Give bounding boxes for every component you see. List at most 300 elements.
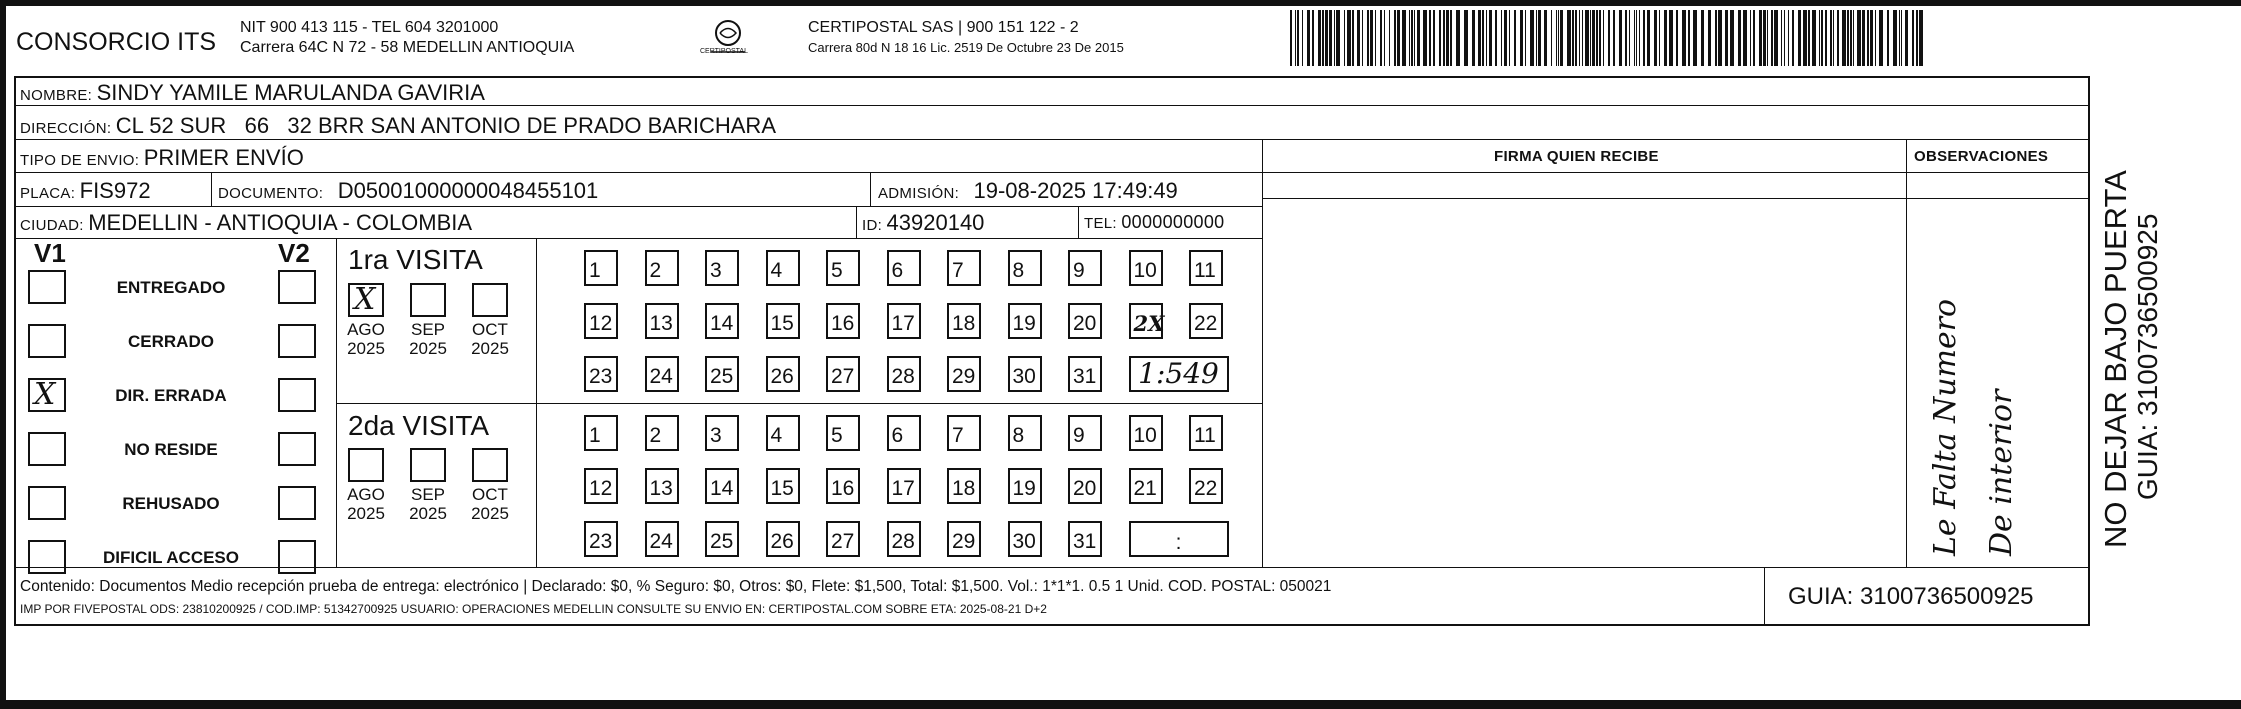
- year-label: 2025: [409, 339, 447, 358]
- barcode-bar: [1599, 10, 1601, 66]
- day-checkbox[interactable]: 19: [1008, 468, 1042, 504]
- barcode-bar: [1380, 10, 1382, 66]
- day-checkbox[interactable]: 17: [887, 468, 921, 504]
- barcode-bar: [1850, 10, 1852, 66]
- year-label: 2025: [471, 504, 509, 523]
- col-divider: [870, 172, 871, 206]
- day-checkbox[interactable]: 25: [705, 521, 739, 557]
- side-warning: NO DEJAR BAJO PUERTA: [2098, 170, 2133, 548]
- observations-label: OBSERVACIONES: [1914, 148, 2049, 165]
- barcode-bar: [1643, 10, 1645, 66]
- recipient-name: SINDY YAMILE MARULANDA GAVIRIA: [96, 80, 485, 105]
- day-checkbox[interactable]: 22: [1189, 468, 1223, 504]
- day-checkbox[interactable]: 27: [826, 356, 860, 392]
- day-checkbox[interactable]: 3: [705, 250, 739, 286]
- day-checkbox[interactable]: 19: [1008, 303, 1042, 339]
- barcode-bar: [1334, 10, 1335, 66]
- day-checkbox[interactable]: 26: [766, 521, 800, 557]
- address-line: Carrera 64C N 72 - 58 MEDELLIN ANTIOQUIA: [240, 39, 575, 56]
- barcode-bar: [1901, 10, 1902, 66]
- type-label: TIPO DE ENVIO:: [20, 152, 140, 169]
- barcode-bar: [1647, 10, 1650, 66]
- barcode-bar: [1715, 10, 1717, 66]
- day-checkbox[interactable]: 26: [766, 356, 800, 392]
- day-checkbox[interactable]: 4: [766, 415, 800, 451]
- barcode-bar: [1659, 10, 1660, 66]
- day-checkbox[interactable]: 11: [1189, 250, 1223, 286]
- barcode-bar: [1738, 10, 1741, 66]
- city-value: MEDELLIN - ANTIOQUIA - COLOMBIA: [88, 210, 473, 235]
- month-label: SEP: [410, 320, 446, 339]
- barcode-bar: [1916, 10, 1918, 66]
- observation-note-line1: Le Falta Numero: [1928, 298, 1963, 556]
- month-checkbox[interactable]: [348, 283, 384, 317]
- barcode-bar: [1402, 10, 1406, 66]
- certipostal-logo-icon: [705, 16, 751, 62]
- barcode-bar: [1439, 10, 1441, 66]
- barcode-bar: [1414, 10, 1415, 66]
- barcode-bar: [1375, 10, 1376, 66]
- day-checkbox[interactable]: 25: [705, 356, 739, 392]
- v2-checkbox[interactable]: [278, 378, 316, 412]
- company-info: [240, 18, 574, 58]
- day-checkbox[interactable]: 31: [1068, 521, 1102, 557]
- barcode-bar: [1446, 10, 1449, 66]
- barcode-bar: [1357, 10, 1360, 66]
- barcode-bar: [1862, 10, 1865, 66]
- day-checkbox[interactable]: 10: [1129, 415, 1163, 451]
- status-label: DIFICIL ACCESO: [102, 548, 239, 567]
- barcode-bar: [1482, 10, 1484, 66]
- barcode-bar: [1472, 10, 1475, 66]
- barcode-bar: [1585, 10, 1589, 66]
- barcode-bar: [1619, 10, 1622, 66]
- barcode-bar: [1329, 10, 1332, 66]
- time-field[interactable]: :: [1129, 521, 1229, 557]
- barcode-bar: [1743, 10, 1747, 66]
- plate-value: FIS972: [79, 178, 151, 203]
- barcode-bar: [1560, 10, 1563, 66]
- barcode-bar: [1830, 10, 1832, 66]
- barcode-bar: [1290, 10, 1292, 66]
- year-label: 2025: [347, 504, 385, 523]
- barcode-bar: [1676, 10, 1678, 66]
- barcode-bar: [1389, 10, 1390, 66]
- row-divider: [16, 206, 1262, 207]
- barcode-bar: [1857, 10, 1861, 66]
- document-value: D05001000000048455101: [337, 178, 599, 203]
- day-checkbox[interactable]: 29: [947, 356, 981, 392]
- document-label: DOCUMENTO:: [218, 185, 324, 202]
- day-checkbox[interactable]: 10: [1129, 250, 1163, 286]
- barcode-bar: [1318, 10, 1321, 66]
- col-divider: [1906, 139, 1907, 567]
- barcode-bar: [1825, 10, 1827, 66]
- day-checkbox[interactable]: 14: [705, 468, 739, 504]
- day-checkbox[interactable]: 1: [584, 415, 618, 451]
- barcode-bar: [1312, 10, 1314, 66]
- barcode-bar: [1495, 10, 1497, 66]
- barcode-bar: [1759, 10, 1762, 66]
- status-label: DIR. ERRADA: [115, 386, 227, 405]
- tel-value: 0000000000: [1121, 212, 1225, 232]
- month-checkbox[interactable]: [472, 283, 508, 317]
- day-checkbox[interactable]: 15: [766, 468, 800, 504]
- barcode-bar: [1784, 10, 1785, 66]
- day-checkbox[interactable]: 18: [947, 468, 981, 504]
- barcode-bar: [1450, 10, 1452, 66]
- delivery-form: [14, 76, 2090, 626]
- type-row: [20, 145, 304, 171]
- barcode-bar: [1912, 10, 1914, 66]
- barcode-bar: [1489, 10, 1492, 66]
- day-checkbox[interactable]: 17: [887, 303, 921, 339]
- visit2-title: 2da VISITA: [348, 410, 490, 441]
- day-checkbox[interactable]: 15: [766, 303, 800, 339]
- barcode-bar: [1625, 10, 1627, 66]
- time-field[interactable]: 1:549: [1129, 356, 1229, 392]
- barcode-bar: [1551, 10, 1552, 66]
- barcode-bar: [1409, 10, 1410, 66]
- barcode-bar: [1819, 10, 1820, 66]
- month-caption: [464, 320, 516, 358]
- v1-checkbox[interactable]: [28, 378, 66, 412]
- barcode-bar: [1579, 10, 1580, 66]
- day-checkbox[interactable]: 4: [766, 250, 800, 286]
- top-border: [0, 0, 2241, 6]
- col-divider: [536, 238, 537, 567]
- barcode-bar: [1701, 10, 1704, 66]
- day-checkbox[interactable]: 12: [584, 303, 618, 339]
- barcode-bar: [1347, 10, 1351, 66]
- barcode-bar: [1763, 10, 1766, 66]
- month-label: AGO: [347, 485, 385, 504]
- day-checkbox[interactable]: 14: [705, 303, 739, 339]
- recipient-address: CL 52 SUR 66 32 BRR SAN ANTONIO DE PRADO BARICHARA: [115, 113, 776, 138]
- barcode-bar: [1730, 10, 1734, 66]
- barcode-bar: [1433, 10, 1435, 66]
- barcode-bar: [1608, 10, 1610, 66]
- month-checkbox[interactable]: [410, 448, 446, 482]
- barcode-bar: [1325, 10, 1328, 66]
- row-divider: [16, 238, 1262, 239]
- day-checkbox[interactable]: 22: [1189, 303, 1223, 339]
- barcode-bar: [1582, 10, 1583, 66]
- barcode-bar: [1411, 10, 1413, 66]
- barcode-bar: [1397, 10, 1400, 66]
- day-checkbox[interactable]: 30: [1008, 356, 1042, 392]
- day-checkbox[interactable]: 20: [1068, 303, 1102, 339]
- barcode-bar: [1370, 10, 1373, 66]
- shipment-type: PRIMER ENVÍO: [143, 145, 304, 170]
- month-label: OCT: [472, 320, 508, 339]
- barcode-bar: [1478, 10, 1481, 66]
- day-checkbox[interactable]: 13: [645, 468, 679, 504]
- barcode-bar: [1525, 10, 1526, 66]
- barcode-bar: [1767, 10, 1768, 66]
- month-caption: [464, 485, 516, 523]
- year-label: 2025: [347, 339, 385, 358]
- col-divider: [1262, 139, 1263, 567]
- v1-checkbox[interactable]: [28, 432, 66, 466]
- v2-checkbox[interactable]: [278, 432, 316, 466]
- company-name: CONSORCIO ITS: [16, 28, 217, 56]
- day-checkbox[interactable]: 23: [584, 356, 618, 392]
- col-divider: [1078, 206, 1079, 238]
- v2-checkbox[interactable]: [278, 486, 316, 520]
- barcode-bar: [1870, 10, 1873, 66]
- barcode-bar: [1362, 10, 1363, 66]
- day-checkbox[interactable]: 2: [645, 415, 679, 451]
- day-checkbox[interactable]: 12: [584, 468, 618, 504]
- row-divider: [16, 172, 2088, 173]
- day-checkbox[interactable]: 5: [826, 250, 860, 286]
- barcode-bar: [1572, 10, 1574, 66]
- day-checkbox[interactable]: 16: [826, 468, 860, 504]
- barcode-bar: [1394, 10, 1396, 66]
- day-checkbox[interactable]: 13: [645, 303, 679, 339]
- barcode-bar: [1654, 10, 1657, 66]
- month-caption: [402, 485, 454, 523]
- name-label: NOMBRE:: [20, 87, 93, 104]
- admission-label: ADMISIÓN:: [878, 185, 960, 202]
- barcode-bar: [1718, 10, 1722, 66]
- barcode-bar: [1336, 10, 1340, 66]
- barcode-bar: [1464, 10, 1468, 66]
- day-checkbox[interactable]: 30: [1008, 521, 1042, 557]
- id-label: ID:: [862, 217, 883, 234]
- day-checkbox[interactable]: 6: [887, 250, 921, 286]
- day-checkbox[interactable]: 5: [826, 415, 860, 451]
- address-label: DIRECCIÓN:: [20, 120, 112, 137]
- day-checkbox[interactable]: 23: [584, 521, 618, 557]
- day-checkbox[interactable]: 9: [1068, 415, 1102, 451]
- month-caption: [340, 485, 392, 523]
- v1-label: V1: [34, 238, 66, 268]
- admission-value: 19-08-2025 17:49:49: [973, 178, 1178, 203]
- barcode-bar: [1613, 10, 1615, 66]
- plate-label: PLACA:: [20, 185, 76, 202]
- barcode-bar: [1750, 10, 1751, 66]
- status-label: NO RESIDE: [124, 440, 218, 459]
- barcode-bar: [1905, 10, 1908, 66]
- certipostal-line: CERTIPOSTAL SAS | 900 151 122 - 2: [808, 19, 1079, 36]
- month-caption: [402, 320, 454, 358]
- v2-checkbox[interactable]: [278, 540, 316, 574]
- barcode-bar: [1530, 10, 1534, 66]
- admission-field: [878, 178, 1178, 204]
- barcode-bar: [1596, 10, 1598, 66]
- day-checkbox[interactable]: 31: [1068, 356, 1102, 392]
- footer-guia: GUIA: 3100736500925: [1788, 583, 2034, 610]
- barcode-bar: [1879, 10, 1883, 66]
- barcode-bar: [1307, 10, 1310, 66]
- day-checkbox[interactable]: 24: [645, 356, 679, 392]
- v1-checkbox[interactable]: [28, 486, 66, 520]
- barcode-bar: [1682, 10, 1686, 66]
- barcode-bar: [1544, 10, 1547, 66]
- barcode-bar: [1504, 10, 1507, 66]
- month-checkbox[interactable]: [348, 448, 384, 482]
- tel-label: TEL:: [1084, 215, 1117, 232]
- barcode-bar: [1693, 10, 1697, 66]
- day-checkbox[interactable]: 3: [705, 415, 739, 451]
- barcode-bar: [1781, 10, 1782, 66]
- footer-print-line: IMP POR FIVEPOSTAL ODS: 23810200925 / COD.IMP: 51342700925 USUARIO: OPERACIONES MEDELLIN CONSULTE SU ENVIO EN: CERTIPOSTAL.COM SOBRE ETA: 2025-08-21 D+2: [20, 602, 1047, 616]
- v1-checkbox[interactable]: [28, 270, 66, 304]
- day-checkbox[interactable]: 7: [947, 415, 981, 451]
- barcode-bar: [1538, 10, 1541, 66]
- barcode: [1290, 10, 1930, 66]
- status-label: CERRADO: [128, 332, 214, 351]
- day-checkbox[interactable]: 21: [1129, 468, 1163, 504]
- v2-label: V2: [278, 238, 310, 268]
- barcode-bar: [1788, 10, 1789, 66]
- month-label: OCT: [472, 485, 508, 504]
- plate-field: [20, 178, 151, 204]
- signature-label: FIRMA QUIEN RECIBE: [1494, 148, 1659, 165]
- barcode-bar: [1456, 10, 1460, 66]
- barcode-bar: [1919, 10, 1923, 66]
- barcode-bar: [1514, 10, 1516, 66]
- tel-field: [1084, 212, 1224, 233]
- barcode-bar: [1417, 10, 1420, 66]
- v1-checkbox[interactable]: [28, 540, 66, 574]
- barcode-bar: [1792, 10, 1794, 66]
- barcode-bar: [1509, 10, 1510, 66]
- barcode-bar: [1639, 10, 1640, 66]
- day-checkbox[interactable]: 1: [584, 250, 618, 286]
- barcode-bar: [1669, 10, 1673, 66]
- col-divider: [856, 206, 857, 238]
- barcode-bar: [1429, 10, 1431, 66]
- barcode-bar: [1899, 10, 1900, 66]
- address-row: [20, 113, 776, 139]
- day-checkbox[interactable]: 24: [645, 521, 679, 557]
- month-label: AGO: [347, 320, 385, 339]
- col-divider: [1764, 567, 1765, 626]
- barcode-bar: [1536, 10, 1537, 66]
- month-checkbox[interactable]: [472, 448, 508, 482]
- month-caption: [340, 320, 392, 358]
- barcode-bar: [1847, 10, 1849, 66]
- barcode-bar: [1833, 10, 1834, 66]
- barcode-bar: [1501, 10, 1502, 66]
- visit1-title: 1ra VISITA: [348, 244, 483, 275]
- barcode-bar: [1322, 10, 1324, 66]
- barcode-bar: [1774, 10, 1778, 66]
- barcode-bar: [1443, 10, 1445, 66]
- barcode-bar: [1603, 10, 1604, 66]
- barcode-bar: [1344, 10, 1345, 66]
- barcode-bar: [1867, 10, 1869, 66]
- barcode-bar: [1384, 10, 1385, 66]
- left-edge: [0, 0, 6, 709]
- barcode-bar: [1837, 10, 1839, 66]
- barcode-bar: [1798, 10, 1801, 66]
- day-checkbox[interactable]: 28: [887, 356, 921, 392]
- document-field: [218, 178, 598, 204]
- license-line: Carrera 80d N 18 16 Lic. 2519 De Octubre 23 De 2015: [808, 40, 1124, 55]
- barcode-bar: [1367, 10, 1369, 66]
- barcode-bar: [1423, 10, 1427, 66]
- day-checkbox[interactable]: 20: [1068, 468, 1102, 504]
- barcode-bar: [1808, 10, 1810, 66]
- observation-note-line2: De interior: [1984, 389, 2019, 556]
- barcode-bar: [1812, 10, 1816, 66]
- barcode-bar: [1821, 10, 1823, 66]
- barcode-bar: [1893, 10, 1897, 66]
- barcode-bar: [1636, 10, 1637, 66]
- barcode-bar: [1842, 10, 1846, 66]
- v1-checkbox[interactable]: [28, 324, 66, 358]
- status-label: ENTREGADO: [116, 278, 226, 297]
- barcode-bar: [1486, 10, 1487, 66]
- id-value: 43920140: [886, 210, 985, 235]
- col-divider: [336, 238, 337, 567]
- barcode-bar: [1753, 10, 1755, 66]
- month-label: SEP: [410, 485, 446, 504]
- side-guia: GUIA: 3100736500925: [2132, 213, 2163, 500]
- barcode-bar: [1688, 10, 1690, 66]
- barcode-bar: [1664, 10, 1667, 66]
- logo-caption: CERTIPOSTAL: [700, 48, 748, 55]
- bottom-edge: [0, 700, 2241, 709]
- barcode-bar: [1590, 10, 1591, 66]
- v2-checkbox[interactable]: [278, 324, 316, 358]
- barcode-bar: [1558, 10, 1559, 66]
- row-divider: [1262, 198, 2088, 199]
- day-checkbox[interactable]: 16: [826, 303, 860, 339]
- day-checkbox[interactable]: 9: [1068, 250, 1102, 286]
- name-row: [20, 80, 485, 106]
- day-checkbox[interactable]: 7: [947, 250, 981, 286]
- row-divider: [16, 567, 2088, 568]
- checkbox-mark: X: [34, 377, 56, 412]
- day-checkbox[interactable]: 6: [887, 415, 921, 451]
- day-checkbox[interactable]: 29: [947, 521, 981, 557]
- day-checkbox[interactable]: 8: [1008, 415, 1042, 451]
- v2-checkbox[interactable]: [278, 270, 316, 304]
- footer-content-line: Contenido: Documentos Medio recepción prueba de entrega: electrónico | Declarado: $0, % Seguro: $0, Otros: $0, Flete: $1,500, Total: $1,500. Vol.: 1*1*1. 0.5 1 Unid. COD. POSTAL: 050021: [20, 578, 1332, 595]
- barcode-bar: [1875, 10, 1876, 66]
- barcode-bar: [1725, 10, 1728, 66]
- barcode-bar: [1803, 10, 1807, 66]
- status-label: REHUSADO: [122, 494, 220, 513]
- row-divider: [16, 139, 2088, 140]
- day-checkbox[interactable]: 27: [826, 521, 860, 557]
- barcode-bar: [1634, 10, 1635, 66]
- day-checkbox[interactable]: 11: [1189, 415, 1223, 451]
- month-checkbox[interactable]: [410, 283, 446, 317]
- barcode-bar: [1592, 10, 1595, 66]
- checkbox-mark: X: [354, 282, 376, 317]
- col-divider: [211, 172, 212, 206]
- certipostal-info: [808, 18, 1124, 58]
- barcode-bar: [1771, 10, 1773, 66]
- day-checkbox[interactable]: [1129, 303, 1163, 339]
- nit-line: NIT 900 413 115 - TEL 604 3201000: [240, 19, 499, 36]
- day-checkbox[interactable]: 2: [645, 250, 679, 286]
- day-checkbox[interactable]: 18: [947, 303, 981, 339]
- barcode-bar: [1853, 10, 1854, 66]
- barcode-bar: [1567, 10, 1571, 66]
- day-checkbox[interactable]: 8: [1008, 250, 1042, 286]
- barcode-bar: [1887, 10, 1889, 66]
- barcode-bar: [1520, 10, 1523, 66]
- barcode-bar: [1629, 10, 1630, 66]
- day-checkbox[interactable]: 28: [887, 521, 921, 557]
